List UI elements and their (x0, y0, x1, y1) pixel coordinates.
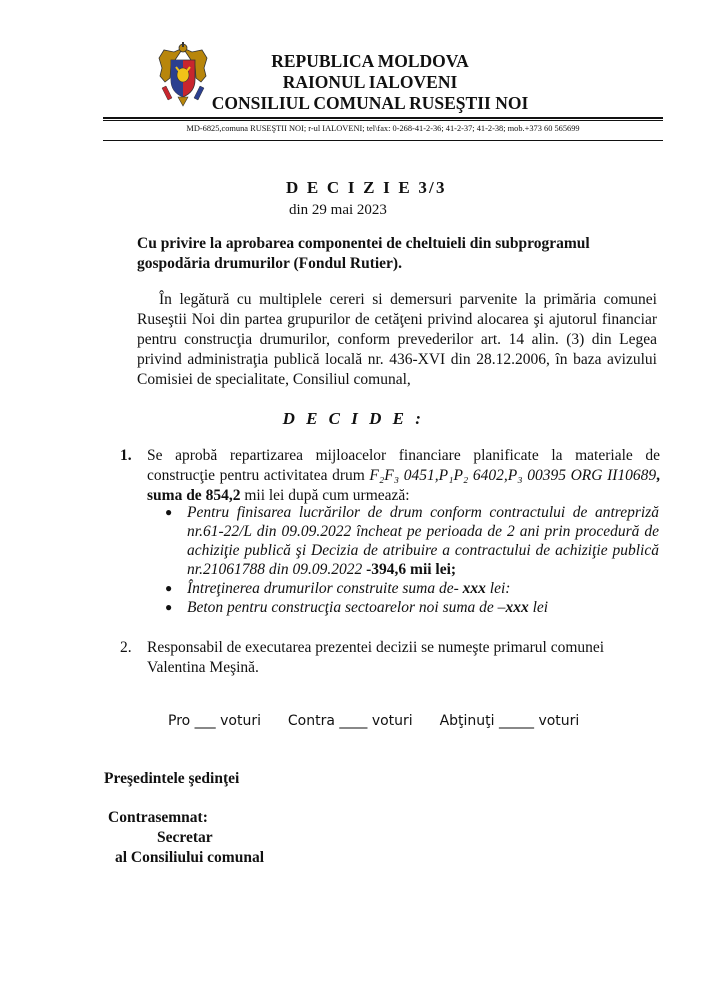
vote-abtinuti: Abţinuţi _____ voturi (439, 713, 580, 729)
header-rule-top (103, 117, 663, 119)
bullet-icon: ● (165, 505, 173, 519)
list-item (165, 598, 659, 617)
signature-secretary: Secretar (157, 829, 213, 846)
bullet-text: Beton pentru construcţia sectoarelor noi suma de – (187, 599, 506, 616)
header-rule-top-thin (103, 120, 663, 121)
point-1-intro: Se aprobă repartizarea mijloacelor financiare planificate la materiale de construcţie pentru activitatea drum (147, 447, 660, 484)
bullet-icon: ● (165, 600, 173, 614)
point-1-text (147, 446, 660, 506)
decision-title: D E C I Z I E 3/3 (286, 178, 447, 197)
point-1-number: 1. (120, 447, 132, 464)
point-1-sum-value: 854,2 (205, 487, 241, 504)
decision-point-1 (120, 446, 660, 506)
bullet-amount: -394,6 mii lei; (366, 561, 457, 578)
header-country: REPUBLICA MOLDOVA (271, 51, 469, 71)
point-1-sum-suffix: mii lei după cum urmează: (244, 487, 410, 504)
bullet-icon: ● (165, 581, 173, 595)
decide-heading: D E C I D E : (282, 409, 425, 428)
point-1-sum-prefix: , suma de (147, 467, 661, 504)
bullet-text: Întreţinerea drumurilor construite suma de- (187, 580, 463, 597)
list-item (165, 503, 659, 579)
bullet-text-end: lei: (485, 580, 511, 597)
decision-point-2 (120, 638, 660, 678)
signature-president: Preşedintele şedinţei (104, 770, 240, 787)
decision-preamble (137, 290, 657, 390)
decision-subject: Cu privire la aprobarea componentei de cheltuieli din subprogramul gospodăria drumurilor (Fondul Rutier). (137, 235, 590, 272)
vote-contra: Contra ____ voturi (287, 713, 413, 729)
list-item (165, 579, 659, 598)
signature-council: al Consiliului comunal (115, 849, 265, 866)
decision-date: din 29 mai 2023 (289, 202, 387, 218)
signature-countersigned: Contrasemnat: (108, 809, 208, 826)
vote-pro: Pro ___ voturi (168, 713, 261, 729)
bullet-text-end: lei (528, 599, 549, 616)
point-2-number: 2. (120, 639, 132, 656)
bullet-amount: xxx (505, 599, 529, 616)
header-contact-line: MD-6825,comuna RUSEŞTII NOI; r-ul IALOVENI; tel\fax: 0-268-41-2-36; 41-2-37; 41-2-38; mob.+373 60 565699 (186, 124, 580, 133)
point-1-road-codes: F₂F₃ 0451,P₁P₂ 6402,P₃ 00395 ORG II10689 (369, 467, 657, 484)
bullet-text: Pentru finisarea lucrărilor de drum conform contractului de antrepriză nr.61-22/L din 09.09.2022 încheat pe perioada de 2 ani prin procedură de achiziţie publică şi Decizia de atribuire a contractului de achiziţie publică nr.21061788 din 09.09.2022 (187, 504, 659, 578)
header-council: CONSILIUL COMUNAL RUSEŞTII NOI (211, 93, 529, 113)
bullet-amount: xxx (462, 580, 486, 597)
point-1-bullet-list (165, 503, 659, 617)
header-rule-bottom (103, 140, 663, 141)
preamble-text: În legătură cu multiplele cereri si demersuri parvenite la primăria comunei Ruseştii Noi din partea grupurilor de cetăţeni privind alocarea şi ajutorul financiar pentru construcţia drumurilor, conform prevederilor art. 14 alin. (3) din Legea privind administraţia publică locală nr. 436-XVI din 28.12.2006, în baza avizului Comisiei de specialitate, Consiliul comunal, (137, 291, 657, 388)
vote-line (168, 713, 579, 729)
header-district: RAIONUL IALOVENI (282, 72, 458, 92)
point-2-text: Responsabil de executarea prezentei decizii se numeşte primarul comunei Valentina Meşină. (147, 639, 605, 676)
